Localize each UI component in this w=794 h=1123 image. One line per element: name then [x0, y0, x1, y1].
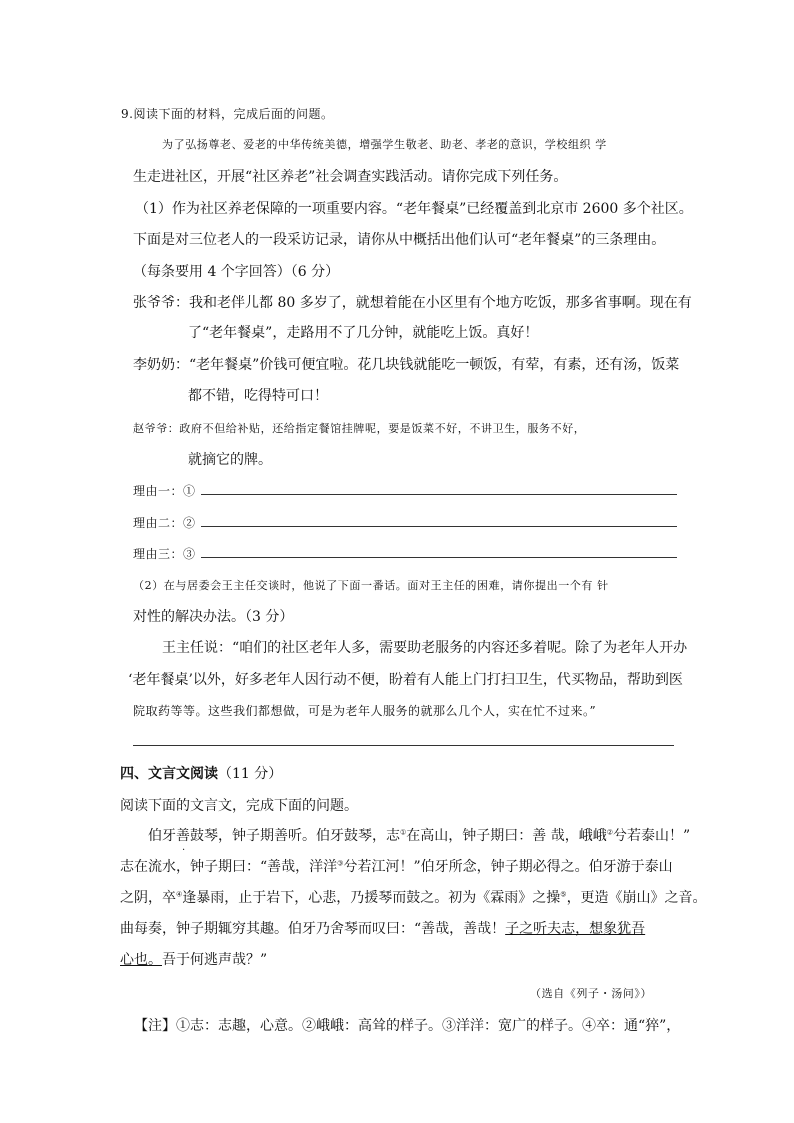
text-fragment: 兮若江河！”伯牙所念，钟子期必得之。伯牙游于泰山 — [343, 859, 673, 875]
li-line2: 都不错，吃得特可口！ — [188, 388, 328, 404]
wang-line2: ‘老年餐桌’以外，好多老年人因行动不便，盼着有人能上门打扫卫生，代买物品，帮助到医 — [128, 672, 683, 688]
part1-line1: （1）作为社区养老保障的一项重要内容。“老年餐桌”已经覆盖到北京市 2600 多个社区。 — [135, 201, 693, 217]
footnote-marker: ② — [606, 828, 614, 837]
source-citation: （选自《列子・汤问》） — [530, 987, 653, 1000]
q9-intro-line1: 为了弘扬尊老、爱老的中华传统美德，增强学生敬老、助老、孝老的意识，学校组织 学 — [162, 138, 607, 151]
reason-1-label: 理由一：① — [133, 484, 196, 498]
text-fragment: 逢暴雨，止于岩下，心悲，乃援琴而鼓之。初为《霖雨》之操 — [182, 890, 561, 906]
section-4-instruction: 阅读下面的文言文，完成下面的问题。 — [120, 798, 358, 814]
section-4-title: 四、文言文阅读 — [120, 766, 218, 782]
text-fragment: ，更造《崩山》之音。 — [566, 890, 707, 906]
text-fragment: 之阴，卒 — [120, 890, 176, 906]
zhang-line2: 了“老年餐桌”，走路用不了几分钟，就能吃上饭。真好！ — [188, 325, 539, 341]
wang-line3: 院取药等等。这些我们都想做，可是为老年人服务的就那么几个人，实在忙不过来。” — [133, 704, 597, 718]
underlined-sentence: 子之听夫志，想象犹吾 — [505, 921, 646, 937]
classical-text-line1 — [148, 825, 691, 853]
li-line1: 李奶奶：“老年餐桌”价钱可便宜啦。花几块钱就能吃一顿饭，有荤，有素，还有汤，饭菜 — [133, 357, 680, 373]
part1-line2: 下面是对三位老人的一段采访记录，请你从中概括出他们认可“老年餐桌”的三条理由。 — [133, 232, 666, 248]
footnote-marker: ③ — [337, 859, 344, 868]
classical-text-line4 — [120, 918, 645, 938]
reason-2-answer-line[interactable] — [201, 526, 677, 527]
classical-text-line3 — [120, 887, 707, 907]
reason-3-answer-line[interactable] — [201, 557, 677, 558]
text-fragment: 鼓琴，钟子期善听。伯牙鼓琴，志 — [190, 828, 400, 844]
section-4-heading — [120, 763, 282, 783]
q9-title: 9.阅读下面的材料，完成后面的问题。 — [121, 107, 334, 121]
zhao-line1: 赵爷爷：政府不但给补贴，还给指定餐馆挂牌呢，要是饭菜不好，不讲卫生，服务不好， — [133, 422, 586, 435]
part1-line3: （每条要用 4 个字回答）（6 分） — [133, 264, 340, 280]
wang-line1: 王主任说：“咱们的社区老年人多，需要助老服务的内容还多着呢。除了为老年人开办 — [162, 640, 688, 656]
footnote-marker: ④ — [176, 890, 183, 899]
q9-intro-line2: 生走进社区，开展“社区养老”社会调查实践活动。请你完成下列任务。 — [133, 169, 568, 185]
text-fragment: 兮若泰山！” — [613, 828, 691, 844]
text-fragment: 善 — [176, 828, 190, 844]
underlined-sentence: 心也。 — [120, 952, 162, 968]
reason-1-answer-line[interactable] — [201, 494, 677, 495]
part2-line2: 对性的解决办法。（3 分） — [133, 609, 294, 625]
annotation-note: 【注】①志：志趣，心意。②峨峨：高耸的样子。③洋洋：宽广的样子。④卒：通“猝”， — [134, 1018, 681, 1034]
footnote-marker: ⑤ — [560, 890, 567, 899]
text-fragment: 在高山，钟子期曰：善 哉，峨峨 — [406, 828, 607, 844]
classical-text-line5 — [120, 949, 267, 969]
footnote-marker: ① — [400, 828, 407, 837]
text-fragment: 吾于何逃声哉？” — [162, 952, 268, 968]
zhang-line1: 张爷爷：我和老伴儿都 80 多岁了，就想着能在小区里有个地方吃饭，那多省事啊。现在有 — [133, 295, 692, 311]
part2-line1: （2）在与居委会王主任交谈时，他说了下面一番话。面对王主任的困难，请你提出一个有 针 — [133, 579, 609, 592]
reason-3-label: 理由三：③ — [133, 547, 196, 561]
reason-2-label: 理由二：② — [133, 516, 196, 530]
text-fragment: 伯牙 — [148, 828, 176, 844]
part2-answer-line[interactable] — [133, 745, 674, 746]
zhao-line2: 就摘它的牌。 — [188, 452, 272, 468]
section-4-score: （11 分） — [218, 766, 283, 782]
emphasis-dot: . — [182, 842, 186, 853]
text-fragment: 曲每奏，钟子期辄穷其趣。伯牙乃舍琴而叹曰：“善哉，善哉！ — [120, 921, 506, 937]
text-fragment: 志在流水，钟子期曰：“善哉，洋洋 — [120, 859, 338, 875]
classical-text-line2 — [120, 856, 673, 876]
emphasis-char — [176, 828, 190, 853]
